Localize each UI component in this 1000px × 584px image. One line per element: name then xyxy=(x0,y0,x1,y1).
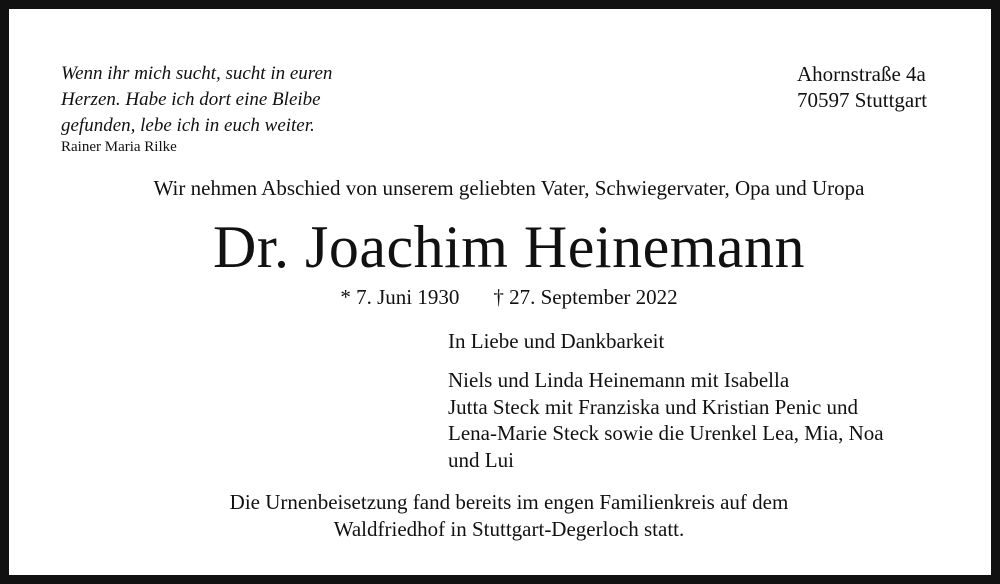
family-address xyxy=(797,61,977,113)
birth-date: * 7. Juni 1930 xyxy=(340,285,460,309)
life-dates xyxy=(9,283,1000,311)
burial-note xyxy=(9,489,1000,543)
mourner-line: Lena-Marie Steck sowie die Urenkel Lea, Mia, Noa xyxy=(448,421,884,445)
mourner-line: und Lui xyxy=(448,447,514,472)
quote-line: gefunden, lebe ich in euch weiter. xyxy=(61,115,315,136)
deceased-name: Dr. Joachim Heinemann xyxy=(212,214,805,280)
mourners-intro: In Liebe und Dankbarkeit xyxy=(448,329,665,353)
burial-line: Die Urnenbeisetzung fand bereits im engen Familienkreis auf dem xyxy=(229,490,789,514)
farewell-intro: Wir nehmen Abschied von unserem geliebten Vater, Schwiegervater, Opa und Uropa xyxy=(153,176,865,200)
address-street: Ahornstraße 4a xyxy=(797,62,926,86)
quote-author: Rainer Maria Rilke xyxy=(61,139,177,155)
mourner-line: Niels und Linda Heinemann mit Isabella xyxy=(448,368,790,392)
burial-line: Waldfriedhof in Stuttgart-Degerloch statt. xyxy=(333,517,685,541)
rilke-quote xyxy=(61,61,421,157)
quote-line: Wenn ihr mich sucht, sucht in euren xyxy=(61,63,333,84)
quote-line: Herzen. Habe ich dort eine Bleibe xyxy=(61,89,321,110)
death-date: † 27. September 2022 xyxy=(493,285,678,309)
mourners-block xyxy=(448,327,988,473)
mourner-line: Jutta Steck mit Franziska und Kristian Penic und xyxy=(448,394,859,419)
address-city: 70597 Stuttgart xyxy=(797,88,928,112)
mourners-list xyxy=(448,367,988,473)
